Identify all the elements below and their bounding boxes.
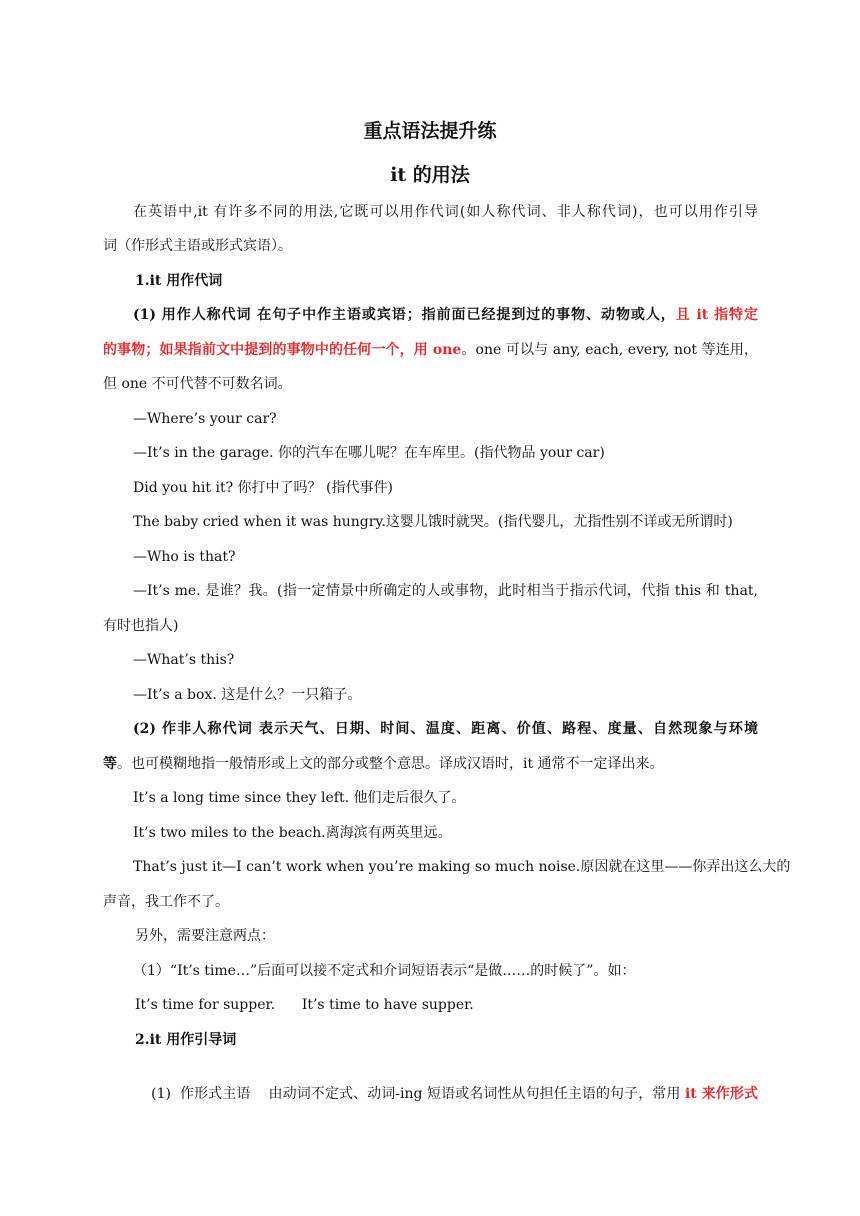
note-intro: 另外，需要注意两点： xyxy=(135,928,275,944)
one-usage-detail: 。one 可以与 any, each, every, not 等连用， xyxy=(461,342,758,358)
example-line: —Where’s your car? xyxy=(133,411,277,427)
impersonal-pronoun-para-line-2 xyxy=(103,754,758,774)
example-line: —It’s me. 是谁？我。(指一定情景中所确定的人或事物，此时相当于指示代词，代指 this 和 that, xyxy=(133,583,758,599)
section-1-heading: 1.it 用作代词 xyxy=(135,273,223,289)
impersonal-pronoun-heading-end: 等 xyxy=(103,756,117,772)
impersonal-pronoun-detail: 。也可模糊地指一般情形或上文的部分或整个意思。译成汉语时，it 通常不一定译出来。 xyxy=(117,756,664,772)
personal-pronoun-para-line-2 xyxy=(103,340,758,360)
note-example: It’s time for supper. It’s time to have supper. xyxy=(135,997,474,1013)
formal-subject-text: (1) 作形式主语 由动词不定式、动词-ing 短语或名词性从句担任主语的句子，常用 xyxy=(151,1086,685,1102)
example-line: —Who is that? xyxy=(133,549,236,565)
personal-pronoun-heading: (1) 用作人称代词 在句子中作主语或宾语；指前面已经提到过的事物、动物或人， xyxy=(133,307,676,323)
formal-subject-highlight: it 来作形式 xyxy=(684,1086,758,1102)
document-subtitle: it 的用法 xyxy=(390,164,470,186)
example-line: —It’s in the garage. 你的汽车在哪儿呢？在车库里。(指代物品 your car) xyxy=(133,445,605,461)
intro-line-1: 在英语中,it 有许多不同的用法,它既可以用作代词(如人称代词、非人称代词)，也可以用作引导 xyxy=(133,204,758,220)
example-line: The baby cried when it was hungry.这婴儿饿时就哭。(指代婴儿，尤指性别不详或无所谓时) xyxy=(133,514,733,530)
one-usage-note: 的事物；如果指前文中提到的事物中的任何一个，用 one xyxy=(103,342,462,358)
example-line: 有时也指人) xyxy=(103,618,179,634)
example-line: —What’s this? xyxy=(133,652,235,668)
specific-thing-note: 且 it 指特定 xyxy=(675,307,758,323)
example-line: —It’s a box. 这是什么？一只箱子。 xyxy=(133,687,362,703)
document-title: 重点语法提升练 xyxy=(363,120,497,142)
example-line: It’s two miles to the beach.离海滨有两英里远。 xyxy=(133,825,452,841)
example-line: Did you hit it? 你打中了吗？ (指代事件) xyxy=(133,480,393,496)
section-2-heading: 2.it 用作引导词 xyxy=(135,1032,237,1048)
personal-pronoun-para-line-3: 但 one 不可代替不可数名词。 xyxy=(103,376,292,392)
example-line: 声音，我工作不了。 xyxy=(103,894,229,910)
example-line: It’s a long time since they left. 他们走后很久了。 xyxy=(133,790,466,806)
note-item: （1）“It’s time…”后面可以接不定式和介词短语表示“是做……的时候了”。如： xyxy=(133,963,636,979)
intro-line-2: 词（作形式主语或形式宾语）。 xyxy=(103,238,292,254)
formal-subject-para-line-1 xyxy=(133,1064,758,1124)
impersonal-pronoun-heading: (2) 作非人称代词 表示天气、日期、时间、温度、距离、价值、路程、度量、自然现象与环境 xyxy=(133,721,758,737)
personal-pronoun-para-line-1 xyxy=(133,305,758,325)
example-line: That’s just it—I can’t work when you’re making so much noise.原因就在这里——你弄出这么大的 xyxy=(133,859,791,875)
